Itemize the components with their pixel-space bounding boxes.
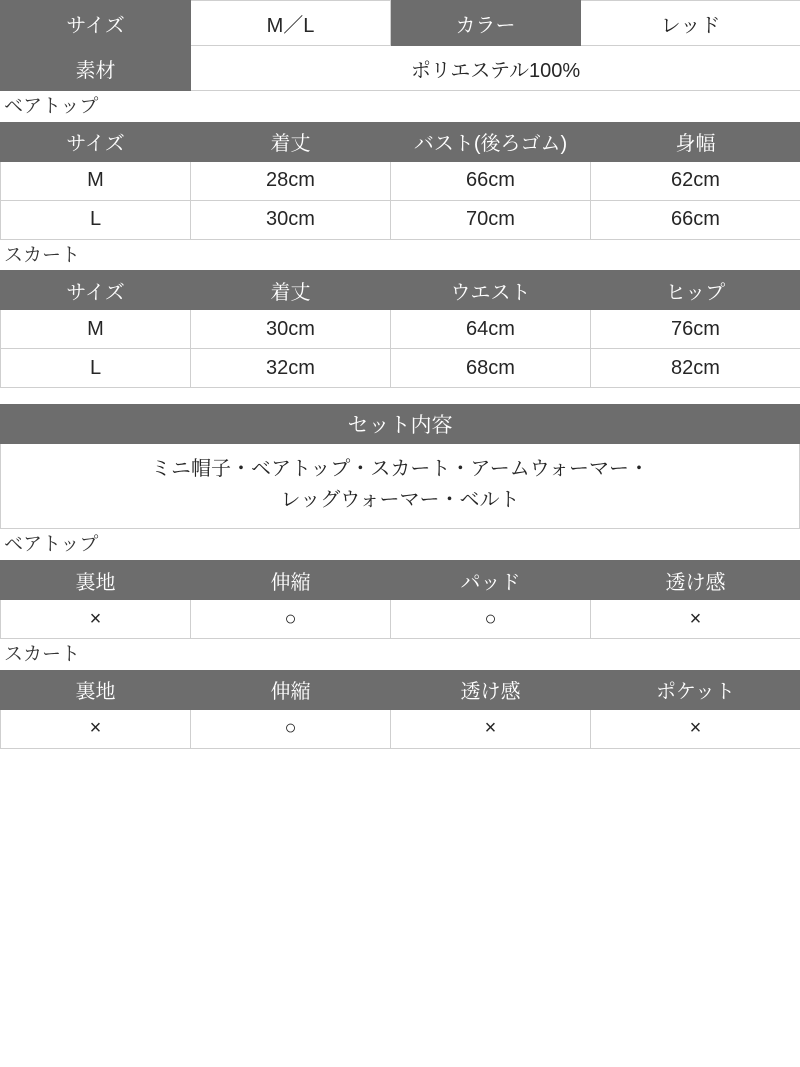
cell-width: 66cm [591, 200, 800, 239]
set-contents-body [1, 444, 800, 529]
cell-waist: 64cm [391, 310, 591, 349]
col-header-sheerness: 透け感 [591, 561, 800, 600]
col-header-lining: 裏地 [1, 561, 191, 600]
cell-bust: 70cm [391, 200, 591, 239]
table-header-row [1, 670, 800, 709]
bare-top-size-table-wrap [0, 122, 800, 240]
section-label-skirt-features: スカート [4, 644, 81, 666]
size-label: サイズ [1, 1, 191, 46]
table-row [1, 709, 800, 748]
table-row [1, 1, 800, 46]
table-row [1, 46, 800, 91]
cell-length: 30cm [191, 200, 391, 239]
cell-hip: 82cm [591, 349, 800, 388]
color-value: レッド [581, 1, 800, 46]
cell-size: M [1, 161, 191, 200]
col-header-size: サイズ [1, 271, 191, 310]
table-header-row [1, 405, 800, 444]
col-header-lining: 裏地 [1, 670, 191, 709]
section-label-bare-top-features: ベアトップ [4, 534, 99, 556]
col-header-length: 着丈 [191, 271, 391, 310]
bare-top-features-table-wrap [0, 560, 800, 639]
bare-top-features-table [0, 560, 800, 639]
skirt-features-table-wrap [0, 670, 800, 749]
cell-lining: × [1, 600, 191, 639]
cell-pad: ○ [391, 600, 591, 639]
table-header-row [1, 271, 800, 310]
skirt-size-table [0, 270, 800, 388]
col-header-pad: パッド [391, 561, 591, 600]
col-header-sheerness: 透け感 [391, 670, 591, 709]
skirt-size-table-wrap [0, 270, 800, 388]
set-contents-line-1: ミニ帽子・ベアトップ・スカート・アームウォーマー・ [151, 458, 649, 481]
col-header-bust: バスト(後ろゴム) [391, 122, 591, 161]
cell-lining: × [1, 709, 191, 748]
set-contents-table-wrap [0, 404, 800, 529]
cell-size: L [1, 349, 191, 388]
color-label: カラー [391, 1, 581, 46]
col-header-stretch: 伸縮 [191, 561, 391, 600]
size-value: M／L [191, 1, 391, 46]
basic-spec-table [0, 0, 800, 91]
col-header-length: 着丈 [191, 122, 391, 161]
cell-stretch: ○ [191, 600, 391, 639]
table-row [1, 349, 800, 388]
cell-size: L [1, 200, 191, 239]
section-label-skirt-size: スカート [4, 244, 81, 266]
page-bottom-whitespace [0, 749, 800, 1049]
cell-sheerness: × [591, 600, 800, 639]
cell-hip: 76cm [591, 310, 800, 349]
cell-sheerness: × [391, 709, 591, 748]
cell-length: 32cm [191, 349, 391, 388]
col-header-pocket: ポケット [591, 670, 800, 709]
col-header-size: サイズ [1, 122, 191, 161]
cell-pocket: × [591, 709, 800, 748]
spacer [0, 388, 800, 404]
table-row [1, 161, 800, 200]
cell-length: 28cm [191, 161, 391, 200]
cell-size: M [1, 310, 191, 349]
set-contents-title: セット内容 [1, 405, 800, 444]
table-header-row [1, 561, 800, 600]
table-row [1, 310, 800, 349]
material-value: ポリエステル100% [191, 46, 800, 91]
skirt-features-table [0, 670, 800, 749]
cell-bust: 66cm [391, 161, 591, 200]
set-contents-table [0, 404, 800, 529]
table-row [1, 600, 800, 639]
cell-stretch: ○ [191, 709, 391, 748]
table-row [1, 444, 800, 529]
section-label-bare-top-size: ベアトップ [4, 96, 99, 117]
col-header-hip: ヒップ [591, 271, 800, 310]
col-header-stretch: 伸縮 [191, 670, 391, 709]
cell-length: 30cm [191, 310, 391, 349]
set-contents-line-2: レッグウォーマー・ベルト [280, 489, 520, 512]
table-row [1, 200, 800, 239]
col-header-waist: ウエスト [391, 271, 591, 310]
material-label: 素材 [1, 46, 191, 91]
table-header-row [1, 122, 800, 161]
col-header-width: 身幅 [591, 122, 800, 161]
basic-spec-table-wrap [0, 0, 800, 91]
cell-waist: 68cm [391, 349, 591, 388]
cell-width: 62cm [591, 161, 800, 200]
bare-top-size-table [0, 122, 800, 240]
